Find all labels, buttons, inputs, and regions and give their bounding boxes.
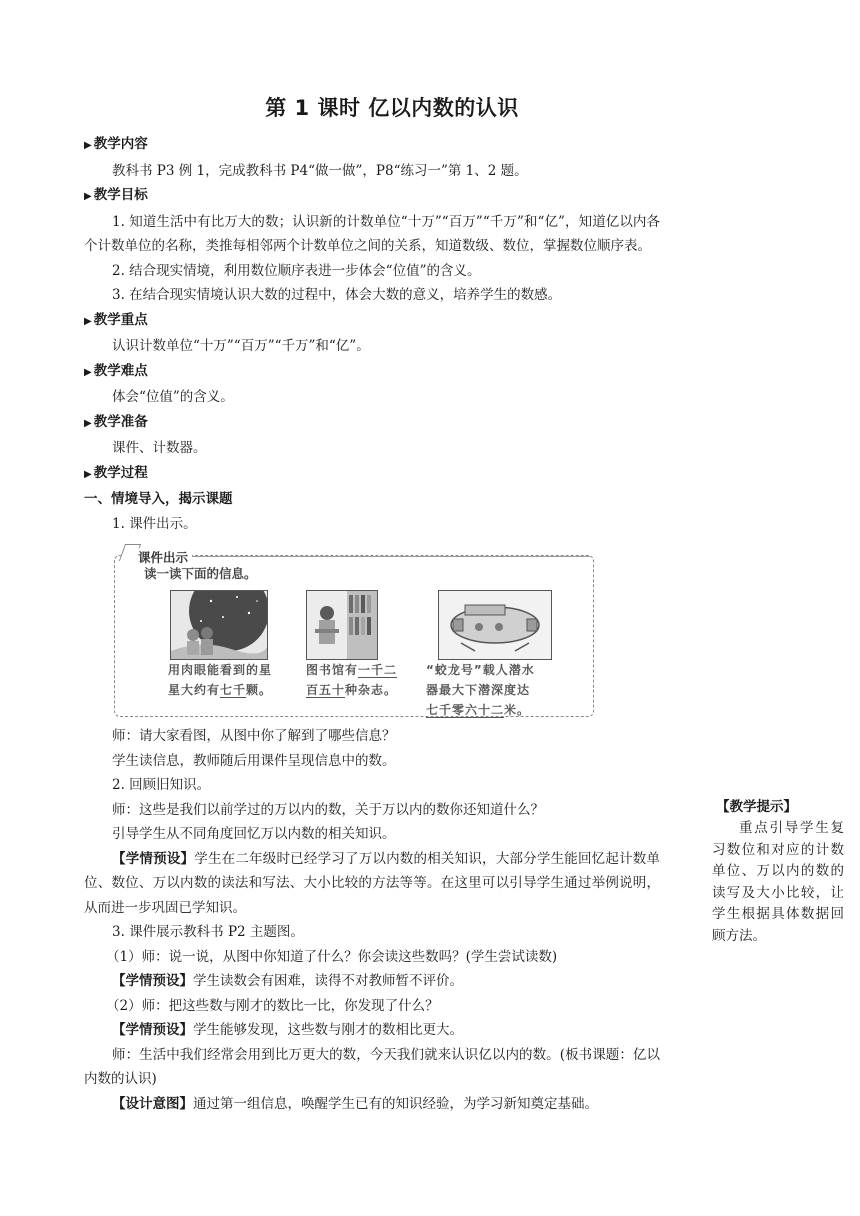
teaching-tip-sidebar bbox=[712, 796, 844, 947]
body-p4: 师：这些是我们以前学过的万以内的数，关于万以内的数你还知道什么？ bbox=[112, 801, 544, 818]
paragraph-text: 学生能够发现，这些数与刚才的数相比更大。 bbox=[193, 1022, 463, 1038]
body-p3: 2. 回顾旧知识。 bbox=[112, 777, 211, 793]
courseware-box bbox=[114, 548, 594, 716]
heading-text: 教学准备 bbox=[93, 413, 148, 430]
heading-text: 教学目标 bbox=[93, 187, 148, 203]
caption-text: 米。 bbox=[504, 703, 531, 717]
heading-text: 教学重点 bbox=[93, 311, 148, 328]
body-p13 bbox=[84, 1092, 660, 1117]
goal-item-1: 1. 知道生活中有比万大的数；认识新的计数单位“十万”“百万”“千万”和“亿”，知道亿以内各个计数单位的名称，类推每相邻两个计数单位之间的关系，知道数级、数位，掌握数位顺序表。 bbox=[84, 213, 660, 254]
courseware-label: 课件出示 bbox=[134, 548, 192, 566]
submarine-illustration bbox=[439, 591, 551, 659]
heading-text: 教学难点 bbox=[93, 362, 148, 379]
triangle-bullet-icon: ▶ bbox=[84, 191, 92, 202]
caption-text: 用肉眼能看到的星 bbox=[168, 663, 273, 677]
courseware-instruction: 读一读下面的信息。 bbox=[144, 566, 257, 581]
body-p7: 3. 课件展示教科书 P2 主题图。 bbox=[112, 924, 304, 940]
night-sky-image bbox=[170, 590, 268, 660]
goal-item-2: 2. 结合现实情境，利用数位顺序表进一步体会“位值”的含义。 bbox=[112, 262, 481, 279]
triangle-bullet-icon: ▶ bbox=[84, 140, 92, 151]
caption-number: 百五十 bbox=[306, 683, 346, 697]
content-text: 教科书 P3 例 1，完成教科书 P4“做一做”，P8“练习一”第 1、2 题。 bbox=[112, 162, 528, 179]
caption-text: 种杂志。 bbox=[345, 683, 398, 697]
tag-learning-preset: 【学情预设】 bbox=[112, 850, 195, 867]
caption-line bbox=[306, 660, 416, 680]
section-heading-key-points bbox=[84, 308, 660, 335]
tag-learning-preset: 【学情预设】 bbox=[112, 1022, 193, 1038]
caption-library bbox=[306, 660, 416, 700]
caption-line bbox=[168, 660, 298, 680]
caption-text: “蛟龙号”载人潜水 bbox=[426, 663, 535, 677]
triangle-bullet-icon: ▶ bbox=[84, 417, 92, 429]
body-p11 bbox=[84, 1018, 660, 1043]
body-p2: 学生读信息，教师随后用课件呈现信息中的数。 bbox=[112, 752, 396, 769]
caption-line bbox=[426, 700, 586, 720]
library-image bbox=[306, 590, 378, 660]
caption-number: 一千二 bbox=[358, 663, 398, 677]
preparation-text: 课件、计数器。 bbox=[112, 440, 207, 456]
caption-line bbox=[426, 660, 586, 680]
process-step1: 1. 课件出示。 bbox=[112, 515, 197, 532]
caption-number: 七千零六十二 bbox=[426, 703, 505, 717]
caption-number: 七千 bbox=[220, 683, 247, 697]
paragraph-text: 学生读数会有困难，读得不对教师暂不评价。 bbox=[193, 973, 463, 989]
main-column bbox=[84, 132, 660, 1116]
sidebar-heading: 【教学提示】 bbox=[716, 799, 797, 815]
paragraph-text: 学生在二年级时已经学习了万以内数的相关知识，大部分学生能回忆起计数单位、数位、万以内数的读法和写法、大小比较的方法等等。在这里可以引导学生通过举例说明，从而进一步巩固已学知识。 bbox=[84, 850, 661, 916]
body-p5: 引导学生从不同角度回忆万以内数的相关知识。 bbox=[112, 826, 396, 842]
section-heading-goals bbox=[84, 183, 660, 210]
heading-text: 教学过程 bbox=[93, 464, 148, 481]
caption-stars bbox=[168, 660, 298, 700]
body-p9 bbox=[84, 969, 660, 994]
key-points-text: 认识计数单位“十万”“百万”“千万”和“亿”。 bbox=[112, 338, 370, 354]
submarine-image bbox=[438, 590, 552, 660]
tag-learning-preset: 【学情预设】 bbox=[112, 973, 193, 989]
caption-line bbox=[306, 680, 416, 700]
library-illustration bbox=[307, 591, 377, 659]
caption-line bbox=[168, 680, 298, 700]
difficulty-text: 体会“位值”的含义。 bbox=[112, 389, 234, 405]
triangle-bullet-icon: ▶ bbox=[84, 366, 92, 378]
section-heading-process bbox=[84, 461, 660, 488]
tag-design-intent: 【设计意图】 bbox=[112, 1095, 193, 1112]
heading-text: 教学内容 bbox=[93, 136, 148, 152]
triangle-bullet-icon: ▶ bbox=[84, 468, 92, 480]
goal-item-3: 3. 在结合现实情境认识大数的过程中，体会大数的意义，培养学生的数感。 bbox=[112, 287, 562, 303]
section-heading-preparation bbox=[84, 410, 660, 437]
sidebar-text: 重点引导学生复习数位和对应的计数单位、万以内的数的读写及大小比较，让学生根据具体数据回顾方法。 bbox=[712, 820, 844, 944]
body-p12: 师：生活中我们经常会用到比万更大的数，今天我们就来认识亿以内的数。(板书课题：亿以内数的认识) bbox=[84, 1046, 660, 1087]
caption-line bbox=[426, 680, 586, 700]
caption-text: 颗。 bbox=[246, 683, 273, 697]
section-heading-content bbox=[84, 132, 660, 159]
triangle-bullet-icon: ▶ bbox=[84, 315, 92, 327]
caption-text: 器最大下潜深度达 bbox=[426, 683, 531, 697]
process-part1-heading: 一、情境导入，揭示课题 bbox=[84, 491, 233, 507]
body-p10: （2）师：把这些数与刚才的数比一比，你发现了什么？ bbox=[106, 997, 439, 1014]
caption-submarine bbox=[426, 660, 586, 720]
paragraph-text: 通过第一组信息，唤醒学生已有的知识经验，为学习新知奠定基础。 bbox=[193, 1095, 598, 1112]
lesson-title: 第 1 课时 亿以内数的认识 bbox=[265, 96, 519, 120]
caption-text: 星大约有 bbox=[168, 683, 221, 697]
night-sky-illustration bbox=[171, 591, 267, 659]
body-p6 bbox=[84, 847, 660, 921]
body-p1: 师：请大家看图，从图中你了解到了哪些信息？ bbox=[112, 728, 396, 744]
caption-text: 图书馆有 bbox=[306, 663, 359, 677]
courseware-label-rule bbox=[190, 556, 590, 557]
section-heading-difficulty bbox=[84, 359, 660, 386]
body-p8: （1）师：说一说，从图中你知道了什么？你会读这些数吗？(学生尝试读数) bbox=[106, 948, 558, 965]
